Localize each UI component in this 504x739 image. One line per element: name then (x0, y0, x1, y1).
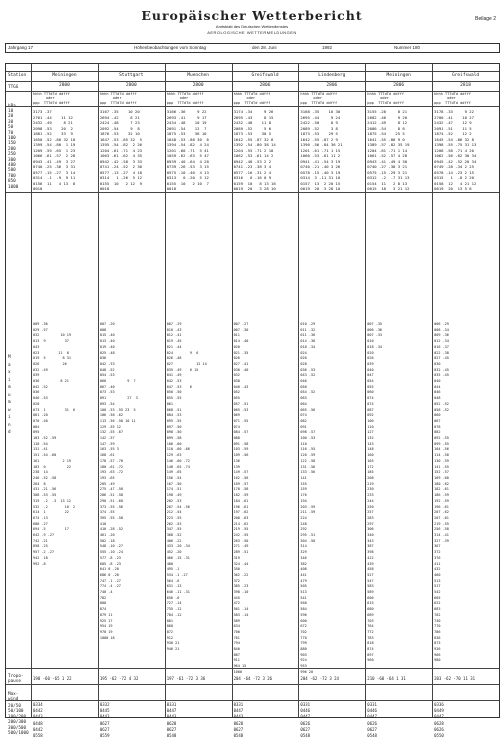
station-name: Greifswald (251, 73, 279, 78)
station-name: Stuttgart (119, 73, 144, 78)
station-time: 2806 (259, 83, 271, 88)
page-title: Europäischer Wetterbericht (141, 8, 363, 23)
station-time: 2806 (393, 83, 405, 88)
row-divider (6, 668, 499, 669)
column-header: hhhh TTTdTd ddfff oder ppp TTTdTd ddfff (367, 92, 405, 105)
row-divider (6, 700, 499, 701)
column-divider (98, 64, 99, 717)
layer-wind-data: 0331 0446 0447 0626 0627 0548 (300, 702, 311, 739)
time-header-label: TTGG (8, 85, 19, 90)
standard-level-data: 3173 -37 2701 -44 11 12 2432 -49 8 21 2098 -53 20 2 1881 -52 33 9 1650 -52 -80 32 10 1399 -54 -80 1 19 1209 -59 -65 1 23 1066 -61 -57 2 28 0943 -41 -49 3 27 0740 -25 -36 3 31 0577 -15 -27 3 14 0314 -1 -9 9 11 0156 11 4 13 8 0018 (33, 109, 76, 191)
column-divider (232, 64, 233, 717)
tropopause-label: Tropo- pause (8, 674, 24, 685)
station-time: 2800 (125, 83, 137, 88)
column-divider (365, 64, 366, 717)
station-name: Meiningen (386, 73, 411, 78)
volume-label: Jahrgang 17 (8, 45, 34, 51)
station-time: 2800 (59, 83, 70, 88)
supplement-label: Beilage 2 (475, 16, 496, 22)
data-table (5, 63, 500, 739)
column-header: hhhh TTTdTd ddfff oder ppp TTTdTd ddfff (33, 92, 70, 105)
maxwind-label: Max- wind (8, 692, 19, 703)
layer-wind-data: 0331 0446 0447 0626 0627 0548 (367, 702, 377, 739)
significant-level-data: 006 -29 008 -34 009 -36 012 -34 016 -37 022 -38 027 -45 030 032 -45 035 -45 040 044 046 048 052 -52 058 -52 060 067 078 082 092 -55 099 -55 104 -56 114 -58 130 -59 141 -55 152 -57 169 -60 180 -62 182 -61 186 -59 192 -59 196 -61 207 -62 207 -61 219 -55 256 -58 314 -41 327 -39 367 372 376 411 432 460 513 517 542 605 622 683 702 730 770 786 836 873 926 966 980 (434, 322, 449, 663)
standard-level-data: 3155 -28 8 21 2682 -46 9 20 2412 -49 8 12 2086 -54 8 8 1875 -54 25 5 1641 -55 -86 9 0 1389 -57 -82 35 19 1204 -61 -71 1 14 1061 -52 -57 4 28 0943 -41 -49 4 30 0740 -27 -38 3 21 0575 -15 -29 3 21 0312 -2 -7 31 13 0154 11 2 8 13 0015 18 3 21 12 (367, 109, 410, 191)
tropopause-data: 204 -62 -72 3 24 (300, 676, 339, 681)
significant-level-data: 007 -20 008 015 -40 013 -40 019 -40 025 -48 036 042 -53 048 -52 054 -53 060 9 7 067 -40 073 -53 091 27 3 093 -54 100 -53 -55 23 5 106 -58 -62 113 -56 -58 10 11 129 -55 12 132 -55 -67 142 -57 147 -59 163 -55 3 168 -61 178 -57 -70 180 -61 -72 193 -63 -72 193 -65 205 -49 275 -47 -58 286 -51 -58 290 -51 -60 373 -55 -56 374 -55 395 -55 -58 410 410 -28 -52 461 -20 502 -18 548 -10 -27 555 -10 -24 577 -8 -23 605 -8 -23 641 0 -20 686 0 -20 747 -1 -27 774 -4 -27 740 -4 782 800 874 879 11 925 17 954 19 970 19 1000 18 (99, 322, 138, 640)
station-name: Greifswald (452, 73, 480, 78)
significant-level-data: 007 -29 010 -43 012 -41 019 -45 021 -44 024 9 6 026 -48 027 12 14 035 -49 6 15 041 -49 042 -53 047 -53 6 050 -50 055 -55 061 068 -51 084 -53 095 -55 097 -50 098 -50 099 -58 106 -60 110 -60 -66 129 -63 146 -60 -72 148 -65 -74 149 -65 156 -54 167 -50 174 -51 198 -49 202 -53 207 -54 -56 212 -54 223 -55 262 -53 347 -55 368 -52 406 -22 433 -20 -34 452 -20 466 -15 -31 480 495 -1 534 -1 -27 564 -6 631 -13 646 -11 -31 656 -6 727 -14 735 -12 784 -12 801 860 872 912 930 21 946 21 (166, 322, 207, 652)
tropopause-data: 203 -62 -70 11 31 (434, 676, 476, 681)
info-bar (5, 43, 500, 53)
standard-level-data: 3174 -34 9 26 2695 -43 8 15 2432 -48 11 8 2089 -52 5 6 1873 -53 30 5 1642 -55 -87 32 6 1392 -54 -80 38 14 1204 -55 -71 2 18 1062 -53 -61 14 2 0942 -48 -53 2 2 0741 -23 -38 3 4 0577 -16 -31 2 4 0316 0 -16 0 9 0159 10 8 13 16 0019 20 3 28 10 (233, 109, 276, 191)
station-name: Lindenberg (318, 73, 346, 78)
column-header: hhhh TTTdTd ddfff oder ppp TTTdTd ddfff (233, 92, 271, 105)
layer-wind-data: 0334 0442 0443 0448 0442 0558 (33, 702, 43, 739)
significant-level-data: 009 -36 029 -57 032 10 19 013 9 37 043 023 11 8 019 5 8 31 026 26 032 -49 039 036 8 21 042 -52 036 046 -53 020 073 1 31 6 081 -20 070 -40 084 095 103 -52 -59 110 -54 131 -41 151 -54 -60 161 2 19 183 0 22 238 14 246 -52 -58 264 8 431 -21 -56 308 -53 -55 319 -2 -3 13 12 532 -2 10 2 614 1 22 674 -13 688 -27 694 -5 17 642 -9 -27 742 -21 858 -25 957 -2 -27 942 18 992 -8 (33, 322, 76, 566)
tropopause-data: 190 -60 -65 1 22 (33, 676, 72, 681)
hpa-label: hPa (8, 104, 16, 109)
station-name: Meiningen (52, 73, 77, 78)
observation-label: Höhenbeobachtungen vom Sonntag (134, 45, 207, 51)
standard-level-data: 3166 -36 9 22 2693 -41 9 17 2434 -48 10 19 2091 -54 12 7 1875 -53 36 10 1648 -53 -88 30 6 1394 -54 -82 4 24 1201 -60 -71 5 41 1059 -62 -63 5 47 0939 -40 -64 4 28 0739 -26 -53 3 15 0575 -10 -40 4 13 0313 0 -20 5 12 0155 10 2 10 7 0018 (166, 109, 209, 191)
column-divider (432, 64, 433, 717)
tropopause-data: 197 -61 -72 3 36 (166, 676, 206, 681)
standard-level-data: 3167 -35 10 20 2694 -42 8 21 2424 -48 7 23 2092 -54 9 8 1876 -53 32 10 1647 -53 -85 32 5 1395 -54 -82 2 26 1204 -61 -71 4 23 1063 -61 -62 4 35 0942 -42 -58 3 33 0741 -24 -52 2 30 0577 -13 -27 4 18 0314 1 -26 5 12 0155 10 2 12 9 0018 (99, 109, 143, 191)
column-header: hhhh TTTdTd ddfff oder ppp TTTdTd ddfff (300, 92, 338, 105)
row-divider (6, 71, 499, 72)
section-subtitle: AEROLOGISCHE WETTERMELDUNGEN (207, 30, 297, 35)
row-divider (6, 684, 499, 685)
layer-wind-data: 0336 0449 0447 0628 0626 0550 (434, 702, 444, 739)
column-header: hhhh TTTdTd ddfff oder ppp TTTdTd ddfff (166, 92, 204, 105)
layer-levels: 20/50 50/100 100/200 200/300 300/500 500/1000 (8, 704, 29, 737)
tropopause-data: 204 -64 -72 3 26 (233, 676, 273, 681)
column-divider (165, 64, 166, 717)
pressure-levels: 10 20 30 50 70 100 150 200 250 300 400 500 700 850 1000 (8, 109, 19, 190)
layer-wind-data: 0332 0445 0443 0627 0627 0559 (99, 702, 110, 739)
station-header-label: Station (8, 73, 27, 78)
column-header: hhhh TTTdTd ddfff oder ppp TTTdTd ddfff (434, 92, 471, 105)
issue-number: Nummer 180 (394, 45, 421, 51)
station-time: 2806 (326, 83, 338, 88)
layer-wind-data: 0331 0447 0443 0628 0627 0548 (166, 702, 177, 739)
significant-level-data: 007 -27 007 -30 011 014 -40 020 021 -35 026 027 -41 030 -40 032 038 040 -43 052 055 057 -51 065 -53 069 071 -55 074 084 -57 088 091 -58 103 -59 109 -56 136 139 149 -57 162 -56 169 -57 170 -58 182 -59 184 -61 196 -61 197 -62 200 -63 214 -62 219 -55 242 -55 263 -50 271 -49 289 -51 319 324 -44 350 362 -22 372 385 -23 398 -10 445 472 561 -14 583 -14 589 634 700 761 794 840 887 911 964 15 1000 (233, 322, 249, 674)
publisher-subtitle: Amtsblatt des Deutschen Wetterdienstes (215, 24, 289, 29)
column-header: hhhh TTTdTd ddfff oder ppp TTTdTd ddfff (99, 92, 137, 105)
tropopause-data: 210 -60 -64 1 31 (367, 676, 406, 681)
tropopause-data: 195 -62 -72 4 32 (99, 676, 139, 681)
significant-level-data: 010 -29 011 -32 011 -36 014 -36 018 -34 024 026 028 036 -53 043 -52 046 050 054 -52 063 064 065 -56 074 082 091 098 -57 100 -53 110 116 -55 120 -59 122 -58 131 -56 133 -56 141 155 159 176 194 203 -59 211 -59 224 248 292 295 -51 304 -50 314 329 346 382 408 441 479 505 513 541 560 584 596 600 672 702 770 799 880 903 924 953 996 20 (300, 322, 316, 674)
row-divider (6, 81, 499, 82)
station-name: Muenchen (187, 73, 209, 78)
layer-wind-data: 0331 0447 0443 0628 0627 0548 (233, 702, 244, 739)
standard-level-data: 3178 -33 9 22 2700 -41 10 27 2432 -47 12 9 2091 -51 11 5 1874 -52 12 2 1645 -54 -86 32 8 1398 -55 -75 31 13 1208 -58 -71 4 20 1062 -56 -62 30 34 0945 -42 -52 20 34 0749 -28 -34 2 25 0578 -14 -23 2 15 0315 1 -8 2 20 0158 12 4 21 12 0019 20 13 5 8 (434, 109, 477, 191)
standard-level-data: 3168 -35 10 30 2695 -44 9 24 2422 -50 8 9 2089 -52 3 8 1873 -53 29 5 1642 -55 -87 2 9 1390 -56 -84 36 21 1201 -61 -71 1 15 1060 -53 -61 11 2 0941 -41 -54 3 19 0740 -21 -40 3 26 0578 -15 -40 3 19 0314 3 -11 31 10 0157 13 2 20 15 0019 20 3 28 10 (300, 109, 343, 191)
station-time: 2818 (460, 83, 471, 88)
station-time: 2800 (192, 83, 204, 88)
significant-level-data: 007 -35 006 -36 007 -33 010 018 -34 020 026 039 040 047 054 055 060 074 074 087 092 100 110 127 132 143 148 160 165 172 185 208 219 230 233 244 250 257 283 297 306 340 343 387 398 422 439 458 527 547 583 589 606 615 680 689 703 764 772 783 818 874 897 960 (367, 322, 383, 663)
year-label: 1992 (322, 45, 333, 51)
date-label: den 28. Juni (252, 45, 277, 51)
column-divider (298, 64, 299, 717)
row-divider (6, 192, 499, 193)
column-divider (31, 64, 32, 717)
row-divider (6, 106, 499, 107)
max-wind-side-label: M a x i m u m w i n d (8, 355, 11, 435)
